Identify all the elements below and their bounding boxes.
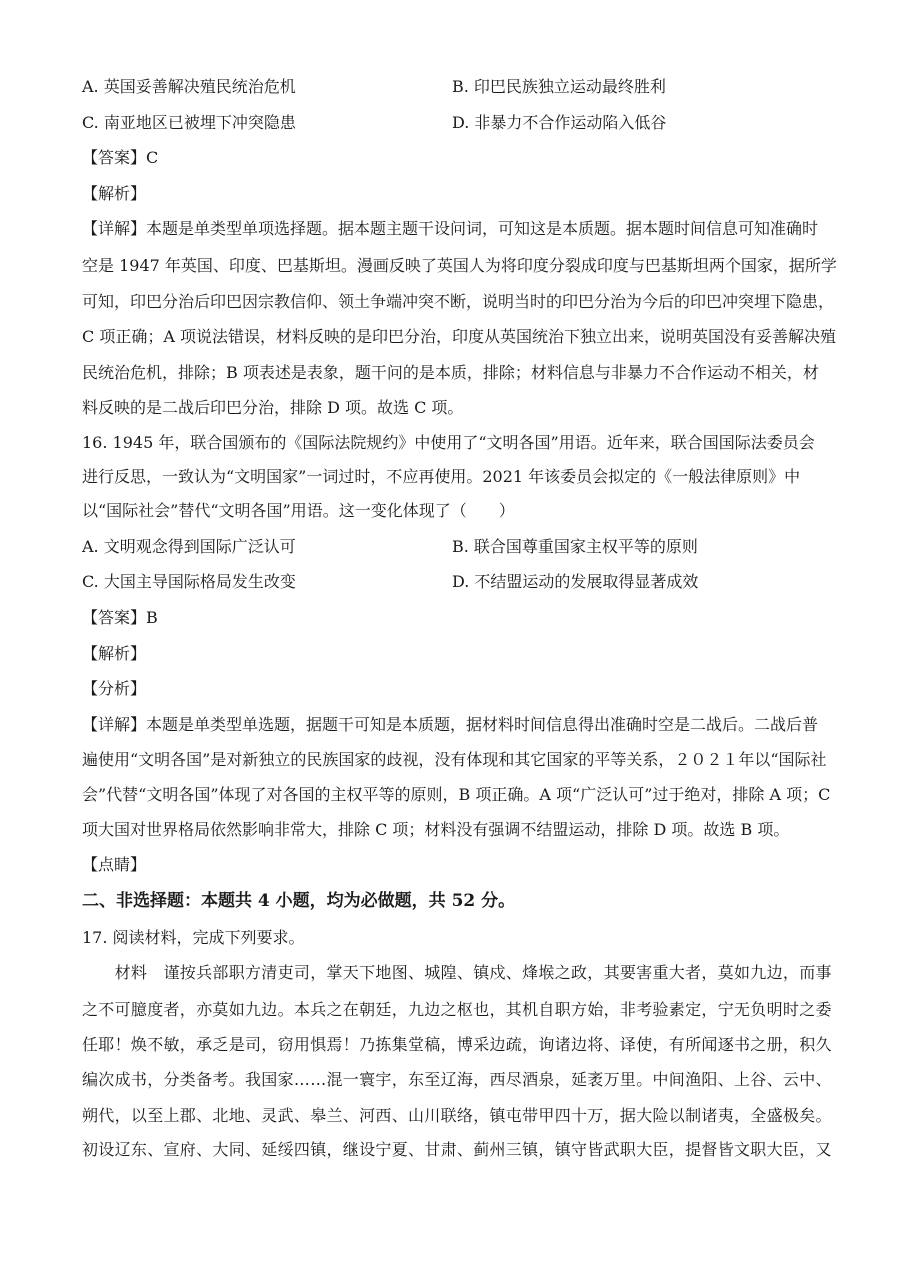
q16-detail-line: 【详解】本题是单类型单选题，据题干可知是本质题，据材料时间信息得出准确时空是二战后。二战后普: [82, 715, 819, 734]
q15-detail-line: 空是 1947 年英国、印度、巴基斯坦。漫画反映了英国人为将印度分裂成印度与巴基斯坦两个国家，据所学: [82, 256, 837, 275]
q16-stem-line: 16. 1945 年，联合国颁布的《国际法院规约》中使用了“文明各国”用语。近年来，联合国国际法委员会: [82, 433, 815, 452]
q16-detail-line: 遍使用“文明各国”是对新独立的民族国家的歧视，没有体现和其它国家的平等关系，２０２１年以“国际社: [82, 750, 827, 769]
q17-stem: 17. 阅读材料，完成下列要求。: [82, 928, 305, 947]
q17-material-line: 编次成书，分类备考。我国家……混一寰宇，东至辽海，西尽酒泉，延袤万里。中间渔阳、上谷、云中、: [82, 1070, 832, 1089]
q16-option-c: C. 大国主导国际格局发生改变: [82, 572, 296, 591]
q16-option-d: D. 不结盟运动的发展取得显著成效: [452, 572, 699, 591]
q15-detail-line: 料反映的是二战后印巴分治，排除 D 项。故选 C 项。: [82, 398, 464, 417]
q15-answer: 【答案】C: [82, 148, 159, 167]
q17-material-line: 任耶！焕不敏，承乏是司，窃用惧焉！乃拣集堂稿，博采边疏，询诸边将、译使，有所闻逐书之册，积久: [82, 1035, 832, 1054]
q16-stem-line: 进行反思，一致认为“文明国家”一词过时，不应再使用。2021 年该委员会拟定的《一般法律原则》中: [82, 467, 801, 486]
q15-option-d: D. 非暴力不合作运动陷入低谷: [452, 113, 667, 132]
q16-answer: 【答案】B: [82, 608, 158, 627]
q16-detail-line: 项大国对世界格局依然影响非常大，排除 C 项；材料没有强调不结盟运动，排除 D 项。故选 B 项。: [82, 820, 790, 839]
q17-material-line: 朔代，以至上郡、北地、灵武、皋兰、河西、山川联络，镇屯带甲四十万，据大险以制诸夷，全盛极矣。: [82, 1106, 832, 1125]
q17-material-line: 材料 谨按兵部职方清吏司，掌天下地图、城隍、镇戍、烽堠之政，其要害重大者，莫如九边，而事: [82, 963, 832, 982]
q16-dianjing-label: 【点睛】: [82, 855, 147, 874]
q15-detail-line: 可知，印巴分治后印巴因宗教信仰、领土争端冲突不断，说明当时的印巴分治为今后的印巴冲突埋下隐患，: [82, 292, 835, 311]
q16-fenxi-label: 【分析】: [82, 679, 147, 698]
q15-detail-line: 民统治危机，排除；B 项表述是表象，题干问的是本质，排除；材料信息与非暴力不合作运动不相关，材: [82, 363, 819, 382]
q15-option-a: A. 英国妥善解决殖民统治危机: [82, 77, 296, 96]
q15-option-b: B. 印巴民族独立运动最终胜利: [452, 77, 666, 96]
q15-detail-line: C 项正确；A 项说法错误，材料反映的是印巴分治，印度从英国统治下独立出来，说明英国没有妥善解决殖: [82, 327, 836, 346]
q16-analysis-label: 【解析】: [82, 644, 147, 663]
q16-option-a: A. 文明观念得到国际广泛认可: [82, 537, 296, 556]
q16-option-b: B. 联合国尊重国家主权平等的原则: [452, 537, 698, 556]
q17-material-line: 之不可臆度者，亦莫如九边。本兵之在朝廷，九边之枢也，其机自职方始，非考验素定，宁无负明时之委: [82, 1000, 832, 1019]
q17-material-line: 初设辽东、宣府、大同、延绥四镇，继设宁夏、甘肃、蓟州三镇，镇守皆武职大臣，提督皆文职大臣，又: [82, 1140, 832, 1159]
q15-option-c: C. 南亚地区已被埋下冲突隐患: [82, 113, 296, 132]
section-heading: 二、非选择题：本题共 4 小题，均为必做题，共 52 分。: [82, 891, 516, 911]
q16-detail-line: 会”代替“文明各国”体现了对各国的主权平等的原则，B 项正确。A 项“广泛认可”过于绝对，排除 A 项；C: [82, 785, 831, 804]
q16-stem-line: 以“国际社会”替代“文明各国”用语。这一变化体现了（ ）: [82, 501, 515, 520]
q15-detail-line: 【详解】本题是单类型单项选择题。据本题主题干设问词，可知这是本质题。据本题时间信息可知准确时: [82, 219, 819, 238]
q15-analysis-label: 【解析】: [82, 184, 147, 203]
